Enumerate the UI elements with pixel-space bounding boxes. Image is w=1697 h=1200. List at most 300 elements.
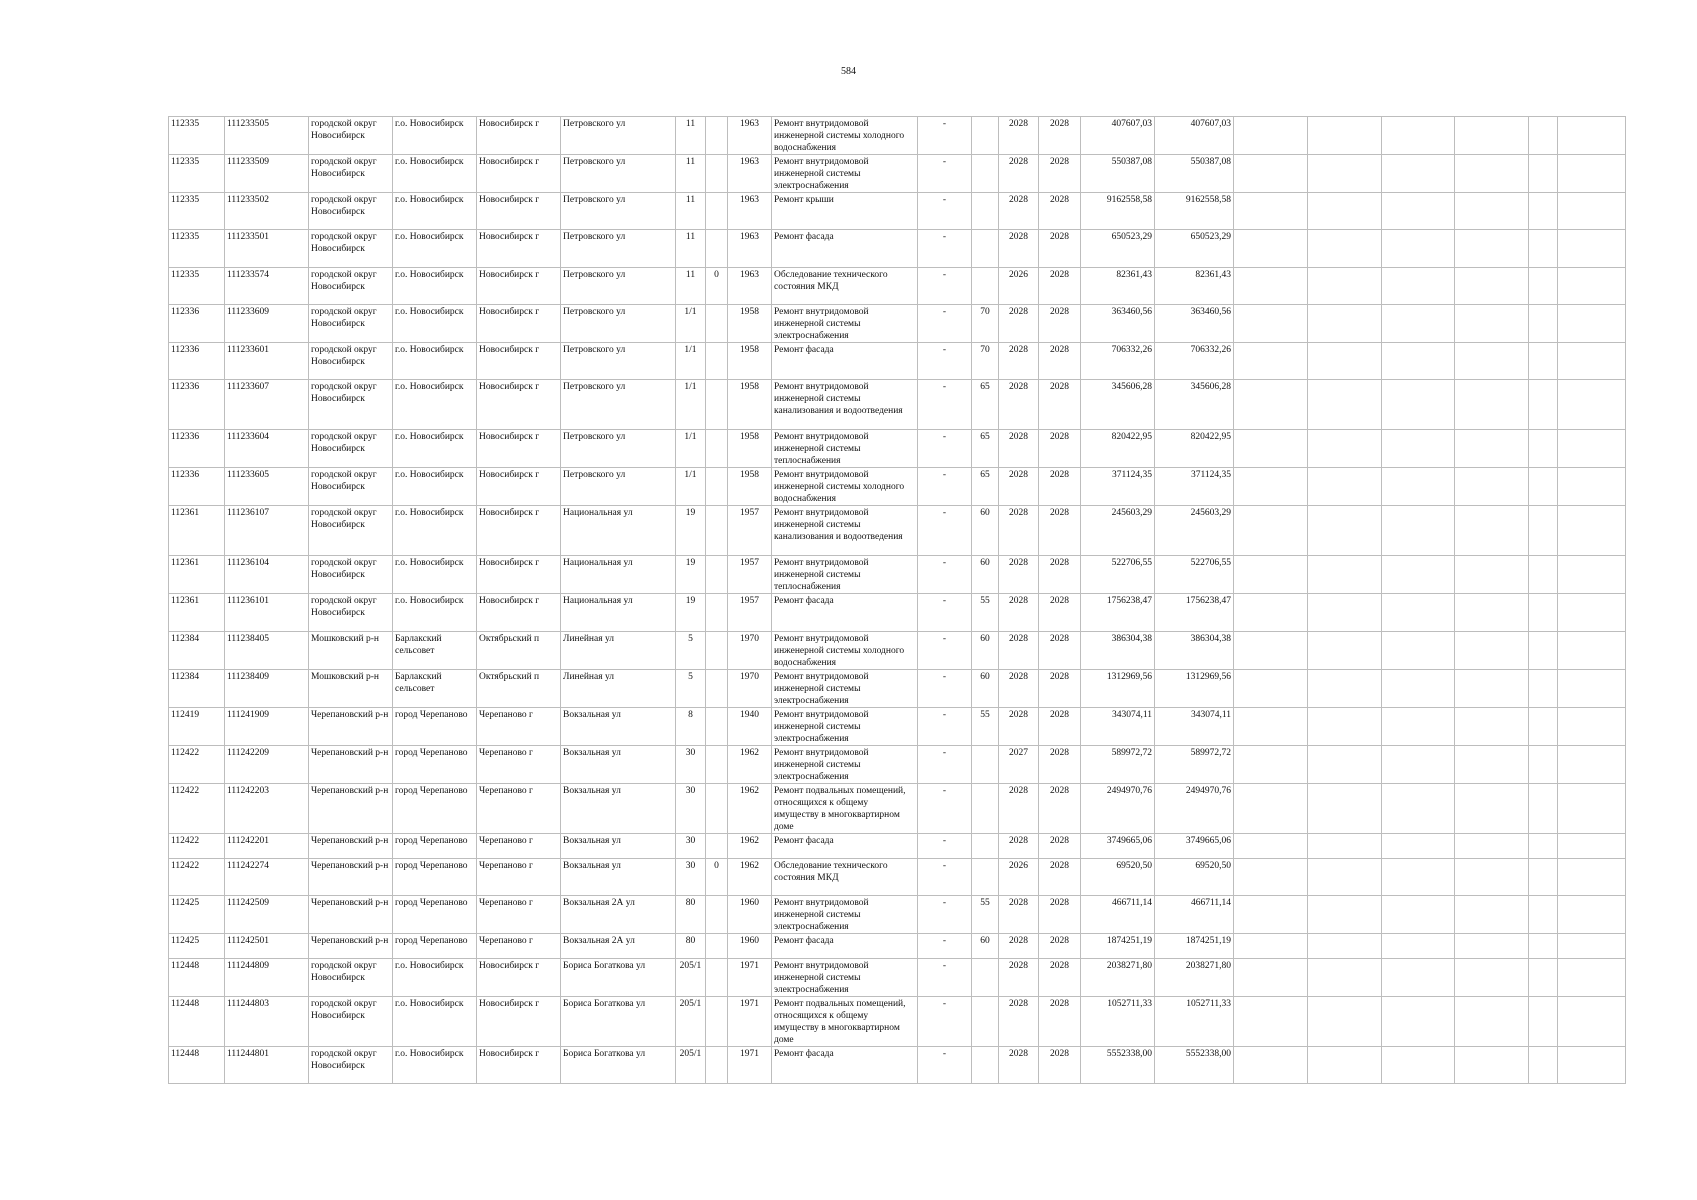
cell-c11: -	[918, 834, 972, 859]
cell-c11: -	[918, 506, 972, 556]
cell-c4: Барлакский сельсовет	[393, 632, 477, 670]
cell-c11: -	[918, 556, 972, 594]
cell-c2: 111242203	[225, 784, 309, 834]
cell-c13: 2028	[999, 834, 1039, 859]
empty-cell	[1529, 117, 1558, 155]
cell-c8	[706, 380, 728, 430]
empty-cell	[1234, 506, 1308, 556]
cell-c3: Черепановский р-н	[309, 708, 393, 746]
cell-c11: -	[918, 380, 972, 430]
cell-c6: Вокзальная ул	[561, 746, 676, 784]
empty-cell	[1529, 380, 1558, 430]
cell-c6: Бориса Богаткова ул	[561, 959, 676, 997]
cell-c13: 2028	[999, 193, 1039, 230]
cell-c9: 1958	[728, 468, 772, 506]
cell-c2: 111244803	[225, 997, 309, 1047]
cell-c10: Ремонт крыши	[772, 193, 918, 230]
cell-c14: 2028	[1039, 193, 1081, 230]
cell-c13: 2026	[999, 268, 1039, 305]
empty-cell	[1529, 268, 1558, 305]
cell-c7: 30	[676, 834, 706, 859]
cell-c2: 111233502	[225, 193, 309, 230]
empty-cell	[1234, 556, 1308, 594]
cell-c15: 3749665,06	[1081, 834, 1155, 859]
cell-c4: г.о. Новосибирск	[393, 997, 477, 1047]
empty-cell	[1308, 632, 1382, 670]
cell-c11: -	[918, 430, 972, 468]
empty-cell	[1558, 343, 1626, 380]
cell-c5: Октябрьский п	[477, 632, 561, 670]
empty-cell	[1558, 708, 1626, 746]
cell-c2: 111233605	[225, 468, 309, 506]
cell-c11: -	[918, 594, 972, 632]
cell-c5: Черепаново г	[477, 746, 561, 784]
cell-c4: г.о. Новосибирск	[393, 959, 477, 997]
cell-c10: Ремонт внутридомовой инженерной системы электроснабжения	[772, 305, 918, 343]
cell-c1: 112425	[169, 896, 225, 934]
cell-c7: 5	[676, 632, 706, 670]
cell-c1: 112336	[169, 380, 225, 430]
cell-c5: Черепаново г	[477, 896, 561, 934]
cell-c9: 1962	[728, 784, 772, 834]
cell-c4: г.о. Новосибирск	[393, 268, 477, 305]
cell-c10: Ремонт внутридомовой инженерной системы холодного водоснабжения	[772, 117, 918, 155]
empty-cell	[1234, 746, 1308, 784]
cell-c12: 70	[972, 343, 999, 380]
empty-cell	[1382, 959, 1455, 997]
empty-cell	[1558, 896, 1626, 934]
empty-cell	[1308, 784, 1382, 834]
cell-c14: 2028	[1039, 594, 1081, 632]
cell-c9: 1970	[728, 670, 772, 708]
cell-c10: Ремонт подвальных помещений, относящихся к общему имуществу в многоквартирном доме	[772, 997, 918, 1047]
empty-cell	[1234, 896, 1308, 934]
table-row	[169, 934, 1626, 959]
empty-cell	[1529, 997, 1558, 1047]
table-row	[169, 632, 1626, 670]
cell-c3: городской округ Новосибирск	[309, 268, 393, 305]
cell-c4: г.о. Новосибирск	[393, 305, 477, 343]
cell-c11: -	[918, 746, 972, 784]
cell-c3: городской округ Новосибирск	[309, 117, 393, 155]
empty-cell	[1455, 632, 1529, 670]
cell-c15: 1312969,56	[1081, 670, 1155, 708]
cell-c5: Новосибирск г	[477, 1047, 561, 1084]
cell-c10: Ремонт внутридомовой инженерной системы канализования и водоотведения	[772, 380, 918, 430]
empty-cell	[1558, 193, 1626, 230]
cell-c13: 2028	[999, 594, 1039, 632]
cell-c14: 2028	[1039, 784, 1081, 834]
cell-c13: 2028	[999, 997, 1039, 1047]
cell-c12	[972, 784, 999, 834]
cell-c6: Петровского ул	[561, 117, 676, 155]
cell-c3: городской округ Новосибирск	[309, 506, 393, 556]
cell-c1: 112422	[169, 834, 225, 859]
table-row	[169, 193, 1626, 230]
cell-c10: Ремонт внутридомовой инженерной системы электроснабжения	[772, 708, 918, 746]
cell-c3: городской округ Новосибирск	[309, 1047, 393, 1084]
cell-c6: Петровского ул	[561, 305, 676, 343]
empty-cell	[1455, 1047, 1529, 1084]
cell-c2: 111236101	[225, 594, 309, 632]
empty-cell	[1308, 117, 1382, 155]
empty-cell	[1382, 784, 1455, 834]
cell-c6: Вокзальная ул	[561, 859, 676, 896]
cell-c4: г.о. Новосибирск	[393, 380, 477, 430]
cell-c14: 2028	[1039, 1047, 1081, 1084]
cell-c14: 2028	[1039, 997, 1081, 1047]
cell-c5: Новосибирск г	[477, 305, 561, 343]
cell-c1: 112448	[169, 959, 225, 997]
cell-c9: 1971	[728, 997, 772, 1047]
cell-c11: -	[918, 859, 972, 896]
cell-c13: 2028	[999, 155, 1039, 193]
cell-c11: -	[918, 1047, 972, 1084]
cell-c16: 9162558,58	[1155, 193, 1234, 230]
cell-c16: 820422,95	[1155, 430, 1234, 468]
table-row	[169, 834, 1626, 859]
empty-cell	[1382, 934, 1455, 959]
cell-c3: городской округ Новосибирск	[309, 468, 393, 506]
cell-c1: 112448	[169, 997, 225, 1047]
cell-c15: 82361,43	[1081, 268, 1155, 305]
cell-c16: 466711,14	[1155, 896, 1234, 934]
cell-c12	[972, 268, 999, 305]
cell-c7: 30	[676, 784, 706, 834]
cell-c12: 60	[972, 506, 999, 556]
cell-c4: г.о. Новосибирск	[393, 556, 477, 594]
cell-c7: 5	[676, 670, 706, 708]
cell-c2: 111233509	[225, 155, 309, 193]
cell-c13: 2028	[999, 468, 1039, 506]
cell-c12: 55	[972, 708, 999, 746]
cell-c10: Ремонт внутридомовой инженерной системы электроснабжения	[772, 896, 918, 934]
cell-c11: -	[918, 117, 972, 155]
cell-c9: 1963	[728, 155, 772, 193]
cell-c13: 2028	[999, 784, 1039, 834]
empty-cell	[1558, 155, 1626, 193]
cell-c7: 205/1	[676, 997, 706, 1047]
empty-cell	[1558, 117, 1626, 155]
cell-c15: 2494970,76	[1081, 784, 1155, 834]
cell-c7: 11	[676, 193, 706, 230]
cell-c9: 1957	[728, 556, 772, 594]
cell-c14: 2028	[1039, 959, 1081, 997]
empty-cell	[1455, 997, 1529, 1047]
empty-cell	[1558, 468, 1626, 506]
cell-c16: 2494970,76	[1155, 784, 1234, 834]
cell-c8	[706, 155, 728, 193]
cell-c7: 1/1	[676, 380, 706, 430]
cell-c10: Ремонт фасада	[772, 1047, 918, 1084]
empty-cell	[1455, 746, 1529, 784]
cell-c5: Новосибирск г	[477, 343, 561, 380]
empty-cell	[1308, 934, 1382, 959]
cell-c4: г.о. Новосибирск	[393, 506, 477, 556]
cell-c16: 371124,35	[1155, 468, 1234, 506]
cell-c15: 466711,14	[1081, 896, 1155, 934]
empty-cell	[1382, 305, 1455, 343]
cell-c4: г.о. Новосибирск	[393, 594, 477, 632]
cell-c9: 1940	[728, 708, 772, 746]
cell-c5: Новосибирск г	[477, 268, 561, 305]
cell-c9: 1963	[728, 193, 772, 230]
empty-cell	[1308, 997, 1382, 1047]
cell-c13: 2028	[999, 343, 1039, 380]
cell-c15: 2038271,80	[1081, 959, 1155, 997]
cell-c13: 2028	[999, 670, 1039, 708]
cell-c7: 1/1	[676, 305, 706, 343]
cell-c13: 2028	[999, 1047, 1039, 1084]
cell-c4: город Черепаново	[393, 934, 477, 959]
cell-c8	[706, 506, 728, 556]
cell-c15: 345606,28	[1081, 380, 1155, 430]
cell-c8	[706, 834, 728, 859]
cell-c8	[706, 193, 728, 230]
cell-c6: Вокзальная 2А ул	[561, 896, 676, 934]
cell-c12: 60	[972, 934, 999, 959]
cell-c12: 65	[972, 468, 999, 506]
empty-cell	[1558, 934, 1626, 959]
empty-cell	[1529, 230, 1558, 268]
cell-c5: Новосибирск г	[477, 997, 561, 1047]
cell-c12: 60	[972, 632, 999, 670]
cell-c11: -	[918, 343, 972, 380]
cell-c10: Ремонт внутридомовой инженерной системы холодного водоснабжения	[772, 468, 918, 506]
cell-c11: -	[918, 305, 972, 343]
empty-cell	[1455, 155, 1529, 193]
cell-c13: 2026	[999, 859, 1039, 896]
empty-cell	[1455, 834, 1529, 859]
cell-c1: 112335	[169, 155, 225, 193]
cell-c7: 1/1	[676, 343, 706, 380]
empty-cell	[1234, 155, 1308, 193]
cell-c7: 11	[676, 117, 706, 155]
cell-c4: г.о. Новосибирск	[393, 430, 477, 468]
empty-cell	[1529, 506, 1558, 556]
cell-c8	[706, 632, 728, 670]
empty-cell	[1382, 117, 1455, 155]
cell-c2: 111236107	[225, 506, 309, 556]
empty-cell	[1308, 468, 1382, 506]
cell-c14: 2028	[1039, 117, 1081, 155]
cell-c16: 69520,50	[1155, 859, 1234, 896]
cell-c3: городской округ Новосибирск	[309, 380, 393, 430]
table-row	[169, 117, 1626, 155]
cell-c2: 111242274	[225, 859, 309, 896]
cell-c14: 2028	[1039, 155, 1081, 193]
table-row	[169, 506, 1626, 556]
cell-c14: 2028	[1039, 746, 1081, 784]
empty-cell	[1382, 193, 1455, 230]
cell-c11: -	[918, 155, 972, 193]
empty-cell	[1234, 343, 1308, 380]
cell-c3: городской округ Новосибирск	[309, 230, 393, 268]
cell-c4: г.о. Новосибирск	[393, 343, 477, 380]
cell-c16: 343074,11	[1155, 708, 1234, 746]
empty-cell	[1529, 343, 1558, 380]
cell-c14: 2028	[1039, 834, 1081, 859]
cell-c12	[972, 117, 999, 155]
cell-c16: 589972,72	[1155, 746, 1234, 784]
cell-c2: 111242209	[225, 746, 309, 784]
cell-c14: 2028	[1039, 305, 1081, 343]
empty-cell	[1455, 934, 1529, 959]
cell-c6: Бориса Богаткова ул	[561, 997, 676, 1047]
cell-c1: 112361	[169, 506, 225, 556]
empty-cell	[1234, 997, 1308, 1047]
cell-c6: Вокзальная 2А ул	[561, 934, 676, 959]
empty-cell	[1455, 468, 1529, 506]
cell-c13: 2028	[999, 632, 1039, 670]
cell-c16: 363460,56	[1155, 305, 1234, 343]
cell-c2: 111244801	[225, 1047, 309, 1084]
empty-cell	[1529, 834, 1558, 859]
cell-c12	[972, 746, 999, 784]
cell-c1: 112336	[169, 343, 225, 380]
empty-cell	[1234, 193, 1308, 230]
empty-cell	[1455, 506, 1529, 556]
empty-cell	[1308, 193, 1382, 230]
table-row	[169, 305, 1626, 343]
cell-c4: Барлакский сельсовет	[393, 670, 477, 708]
table-row	[169, 670, 1626, 708]
cell-c6: Петровского ул	[561, 380, 676, 430]
cell-c2: 111244809	[225, 959, 309, 997]
empty-cell	[1529, 1047, 1558, 1084]
cell-c7: 205/1	[676, 959, 706, 997]
cell-c13: 2028	[999, 230, 1039, 268]
empty-cell	[1234, 430, 1308, 468]
empty-cell	[1308, 305, 1382, 343]
cell-c14: 2028	[1039, 632, 1081, 670]
empty-cell	[1382, 506, 1455, 556]
cell-c8	[706, 997, 728, 1047]
cell-c15: 9162558,58	[1081, 193, 1155, 230]
table-row	[169, 230, 1626, 268]
cell-c16: 1312969,56	[1155, 670, 1234, 708]
empty-cell	[1308, 506, 1382, 556]
empty-cell	[1234, 632, 1308, 670]
empty-cell	[1558, 305, 1626, 343]
empty-cell	[1455, 708, 1529, 746]
empty-cell	[1234, 268, 1308, 305]
cell-c15: 69520,50	[1081, 859, 1155, 896]
cell-c2: 111233609	[225, 305, 309, 343]
table-row	[169, 859, 1626, 896]
cell-c10: Ремонт внутридомовой инженерной системы канализования и водоотведения	[772, 506, 918, 556]
empty-cell	[1558, 268, 1626, 305]
cell-c1: 112361	[169, 594, 225, 632]
empty-cell	[1234, 230, 1308, 268]
cell-c8	[706, 594, 728, 632]
cell-c3: городской округ Новосибирск	[309, 430, 393, 468]
cell-c10: Ремонт фасада	[772, 834, 918, 859]
cell-c8	[706, 708, 728, 746]
cell-c2: 111241909	[225, 708, 309, 746]
cell-c4: г.о. Новосибирск	[393, 117, 477, 155]
cell-c3: городской округ Новосибирск	[309, 193, 393, 230]
cell-c1: 112336	[169, 430, 225, 468]
empty-cell	[1529, 934, 1558, 959]
empty-cell	[1558, 506, 1626, 556]
cell-c7: 30	[676, 746, 706, 784]
empty-cell	[1455, 670, 1529, 708]
empty-cell	[1558, 959, 1626, 997]
cell-c16: 550387,08	[1155, 155, 1234, 193]
cell-c3: городской округ Новосибирск	[309, 997, 393, 1047]
cell-c8	[706, 959, 728, 997]
cell-c9: 1958	[728, 380, 772, 430]
cell-c10: Ремонт внутридомовой инженерной системы холодного водоснабжения	[772, 632, 918, 670]
cell-c13: 2028	[999, 708, 1039, 746]
cell-c2: 111242201	[225, 834, 309, 859]
table-row	[169, 430, 1626, 468]
cell-c3: Черепановский р-н	[309, 859, 393, 896]
cell-c15: 650523,29	[1081, 230, 1155, 268]
empty-cell	[1558, 380, 1626, 430]
cell-c9: 1958	[728, 305, 772, 343]
empty-cell	[1382, 746, 1455, 784]
cell-c11: -	[918, 708, 972, 746]
empty-cell	[1558, 556, 1626, 594]
cell-c11: -	[918, 934, 972, 959]
cell-c9: 1963	[728, 117, 772, 155]
cell-c14: 2028	[1039, 468, 1081, 506]
cell-c13: 2028	[999, 934, 1039, 959]
cell-c7: 11	[676, 230, 706, 268]
cell-c10: Ремонт фасада	[772, 934, 918, 959]
empty-cell	[1382, 1047, 1455, 1084]
cell-c9: 1962	[728, 859, 772, 896]
cell-c3: городской округ Новосибирск	[309, 594, 393, 632]
empty-cell	[1382, 632, 1455, 670]
empty-cell	[1455, 430, 1529, 468]
table-row	[169, 343, 1626, 380]
cell-c9: 1970	[728, 632, 772, 670]
cell-c11: -	[918, 959, 972, 997]
cell-c16: 522706,55	[1155, 556, 1234, 594]
empty-cell	[1529, 708, 1558, 746]
cell-c5: Октябрьский п	[477, 670, 561, 708]
cell-c13: 2028	[999, 380, 1039, 430]
empty-cell	[1308, 380, 1382, 430]
cell-c2: 111233501	[225, 230, 309, 268]
cell-c4: г.о. Новосибирск	[393, 193, 477, 230]
cell-c9: 1957	[728, 506, 772, 556]
cell-c9: 1962	[728, 746, 772, 784]
cell-c9: 1960	[728, 896, 772, 934]
cell-c2: 111233505	[225, 117, 309, 155]
empty-cell	[1308, 859, 1382, 896]
empty-cell	[1455, 305, 1529, 343]
cell-c14: 2028	[1039, 506, 1081, 556]
cell-c6: Национальная ул	[561, 556, 676, 594]
empty-cell	[1558, 784, 1626, 834]
cell-c6: Петровского ул	[561, 468, 676, 506]
cell-c16: 706332,26	[1155, 343, 1234, 380]
cell-c14: 2028	[1039, 380, 1081, 430]
table-row	[169, 468, 1626, 506]
cell-c6: Вокзальная ул	[561, 834, 676, 859]
empty-cell	[1529, 746, 1558, 784]
table-row	[169, 594, 1626, 632]
cell-c1: 112448	[169, 1047, 225, 1084]
cell-c5: Новосибирск г	[477, 380, 561, 430]
cell-c4: г.о. Новосибирск	[393, 468, 477, 506]
cell-c11: -	[918, 997, 972, 1047]
cell-c14: 2028	[1039, 430, 1081, 468]
